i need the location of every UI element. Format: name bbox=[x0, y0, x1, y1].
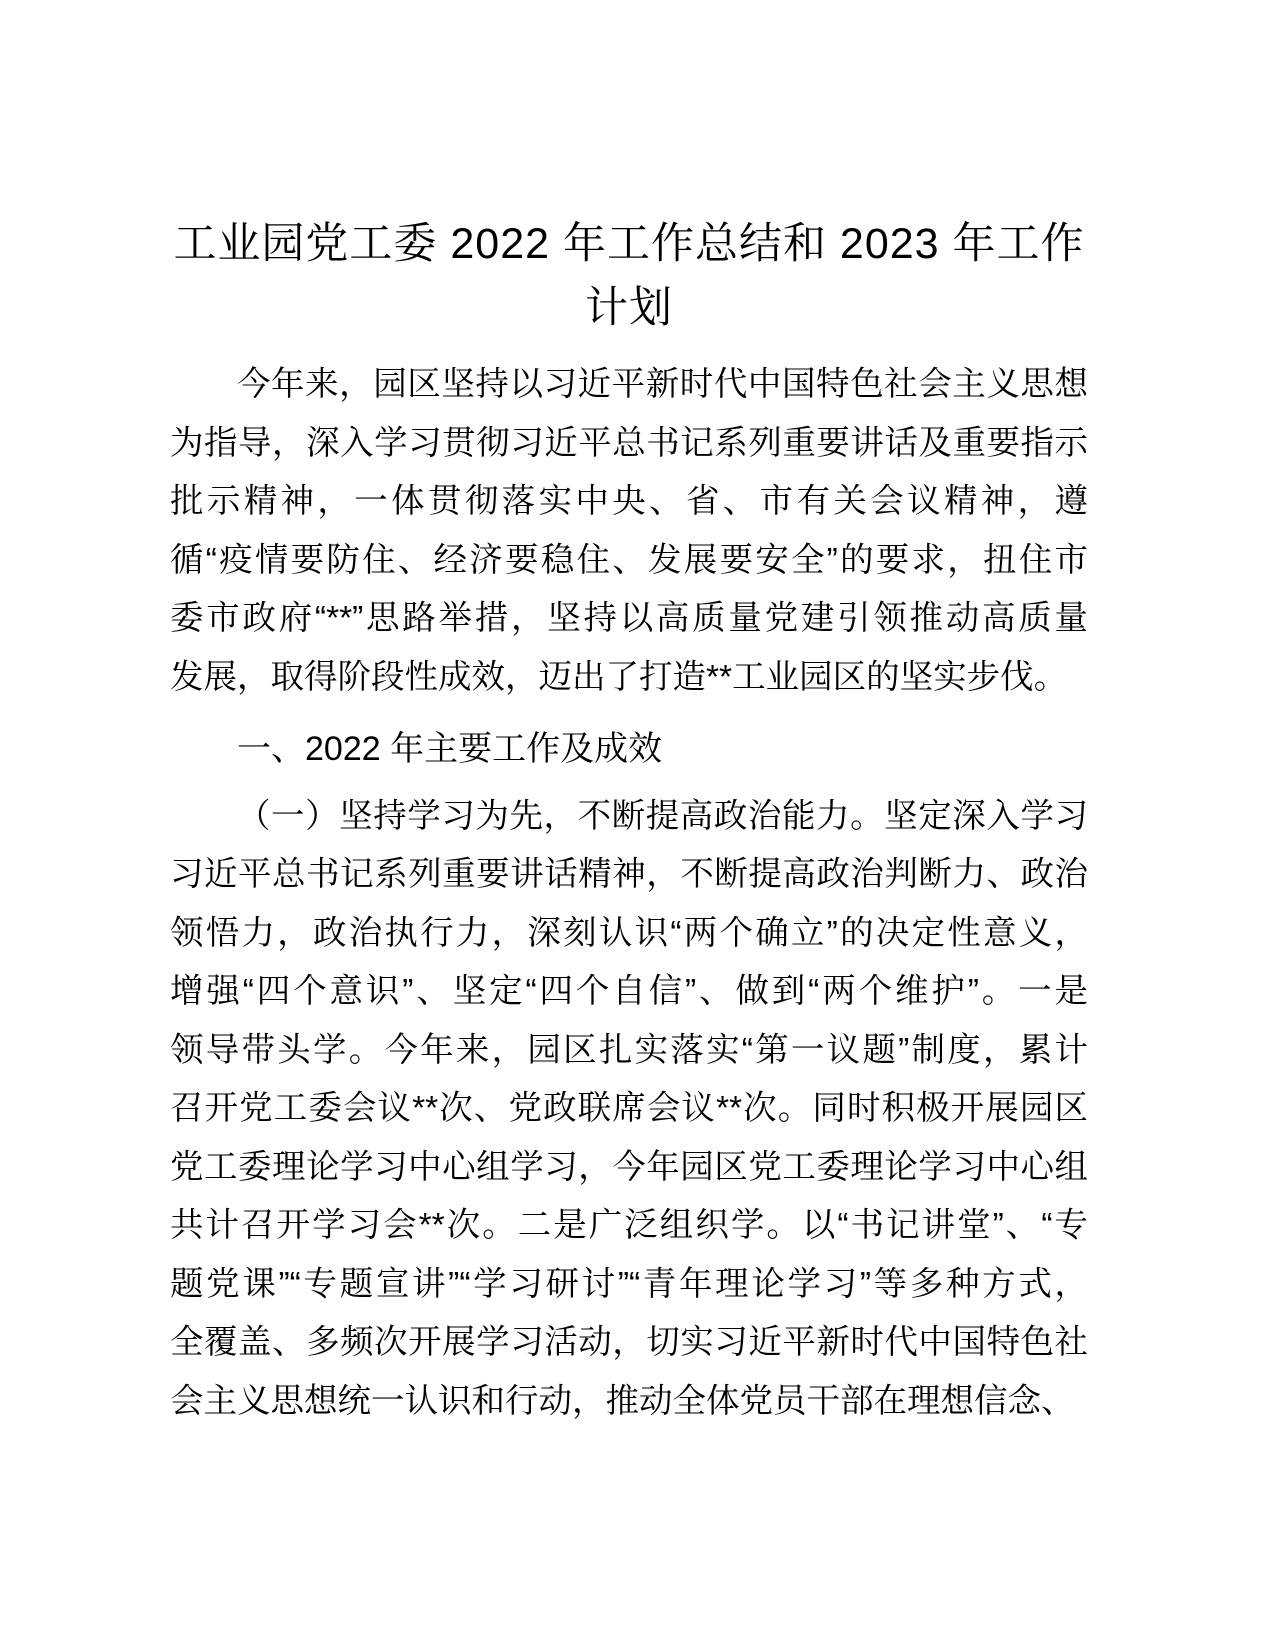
document-title bbox=[170, 212, 1088, 340]
text-line: （一）坚持学习为先，不断提高政治能力。坚定深入学习 bbox=[237, 797, 1088, 835]
text-line: 循“疫情要防住、经济要稳住、发展要安全”的要求，扭住市 bbox=[170, 541, 1088, 579]
text-line: 习近平总书记系列重要讲话精神，不断提高政治判断力、政治 bbox=[170, 856, 1088, 893]
text-line: 委市政府“**”思路举措，坚持以高质量党建引领推动高质量 bbox=[170, 600, 1088, 637]
text-line: 领悟力，政治执行力，深刻认识“两个确立”的决定性意义， bbox=[170, 914, 1088, 952]
text-line: 题党课”“专题宣讲”“学习研讨”“青年理论学习”等多种方式， bbox=[170, 1265, 1088, 1303]
text-line: 全覆盖、多频次开展学习活动，切实习近平新时代中国特色社 bbox=[170, 1324, 1088, 1361]
text-line: 增强“四个意识”、坚定“四个自信”、做到“两个维护”。一是 bbox=[170, 973, 1088, 1010]
document-content bbox=[170, 0, 1088, 1431]
text-line: 今年来，园区坚持以习近平新时代中国特色社会主义思想 bbox=[237, 366, 1088, 403]
text-line: 召开党工委会议**次、党政联席会议**次。同时积极开展园区 bbox=[170, 1090, 1088, 1127]
title-line-1: 工业园党工委 2022 年工作总结和 2023 年工作 bbox=[173, 220, 1085, 268]
text-line: 为指导，深入学习贯彻习近平总书记系列重要讲话及重要指示 bbox=[170, 424, 1088, 462]
text-line: 党工委理论学习中心组学习，今年园区党工委理论学习中心组 bbox=[170, 1148, 1088, 1186]
text-line: 发展，取得阶段性成效，迈出了打造**工业园区的坚实步伐。 bbox=[170, 658, 1068, 696]
text-line: 共计召开学习会**次。二是广泛组织学。以“书记讲堂”、“专 bbox=[170, 1207, 1088, 1244]
paragraph-section-1 bbox=[170, 788, 1088, 1432]
text-line: 批示精神，一体贯彻落实中央、省、市有关会议精神，遵 bbox=[170, 483, 1088, 520]
section-heading-2022-work: 一、2022 年主要工作及成效 bbox=[237, 730, 663, 768]
text-line: 会主义思想统一认识和行动，推动全体党员干部在理想信念、 bbox=[170, 1382, 1075, 1420]
paragraph-intro bbox=[170, 356, 1088, 707]
text-line: 领导带头学。今年来，园区扎实落实“第一议题”制度，累计 bbox=[170, 1031, 1088, 1069]
title-line-2: 计划 bbox=[585, 284, 673, 332]
